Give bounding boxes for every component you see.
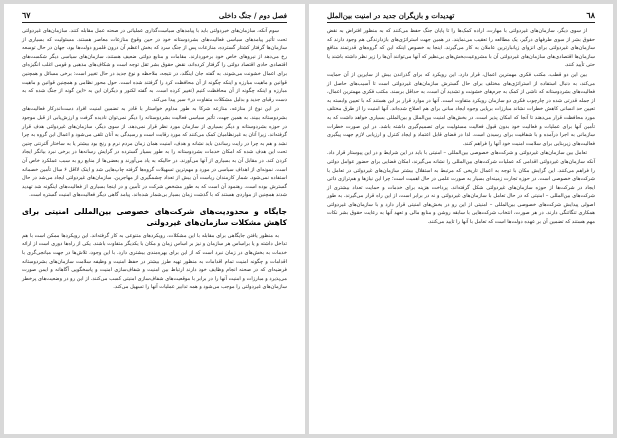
- chapter-header: تهدیدات و بازیگران جدید در امنیت بین‌الملل: [327, 11, 455, 20]
- running-head: [327, 10, 595, 23]
- paragraph: سوم آنکه، سازمان‌های خبردولتی باید با پیامدهای سیاست‌گذاری عملیاتی در صحنه عمل مقابله کنند. سازمان‌های غیردولتی تحت تأثیر پیامدهای سیاسی فعالیت‌های بشردوستانه خود در حین وقوع منازعات معاصر هستند. مسئولیت که بسیاری از سازمان‌ها گرفتار کشتار گسترده، منازعات پس از جنگ سرد که بخش اعظم آن درون قلمرو دولت‌ها بود، جهان در حال توسعه رخ می‌دهد از نیروهای خاص خود برخوردارند. مقامات و منابع دولتی ضعیف هستند، سازمان‌های سیاسی دیگر شکست‌های اقتصادی حادی اقتصاد دولتی را گرفتار کرده‌اند، نقض حقوق بشر ثقل توجه است و شکاف‌های مذهبی و قومی اغلب انگیزه‌ای برای اعمال خشونت می‌شوند. به گفته جان اینگلد، در نتیجه، ملاحظه و نوع جدید در حال تغییر است: برخی مسائل و همچنین قوانین و ماهیت مبارزه و اینکه چگونه از آن محافظت کرد را گرفتند شده است. حول محور نظامی و همچنین قوانین و ماهیت مبارزه و اینکه چگونه از آن محافظت کنیم (تغییر کرده است. به گفته لکنور و دیگران این به «این گونه از جنگ شده که به دست رقبای جدید و بدلیل مشکلات متفاوت در» سیر پیدا می‌کند.: [22, 28, 287, 103]
- section-heading: جایگاه و محدودیت‌های شرکت‌های خصوصی بین‌المللی امنیتی برای کاهش مشکلات سازمان‌های غیردولتی: [22, 206, 287, 227]
- paragraph: بین این دو قطب، مکتب فکری مهمترین اعمال، قرار دارد. این رویکرد که برای گذراندن بیش از سایرین از آن حمایت می‌کند، به دنبال استفاده از استراتژی‌های مختلف برای حال گسترش سازمان‌های غیردولتی است تا آسیب‌های حاصل از فعالیت‌های بشردوستانه که ناشی از کمک به جرم‌های خشونت و تشدید آن است، به حداقل برسند. مکتب فکری مهمترین اعمال، از جمله قدرتی شده در چارچوب فکری دو سازمان رویکرد متفاوت است. آنها در موارد قرار بر این هستند که با تعیین وابسته به تعیین حد انسانی کاهش خطرات نشاند مبارزات برپایی وجوه ایجاد مبانی برای هم اصلاح شده‌اند. آنها امنیت را از طرق مختلف مورد محافظت قرار می‌دهند تا آنجا که امکان پذیر است، در بخش‌های امنیت بین‌الملل و بین‌المللی بسیاری خواهد داشت که به تأمین آنها برای عملیات و فعالیت خود بدون قبول فعالیت مسئولیت برای تصمیم‌گیری داشته باشد. در این صورت خطرات سازمانی به اجرا درآمده و با شفافیت برای رسیدن است. لذا در فضای قابل اعتماد و ایجاد کنترل و ارزیابی لازم جهت پیگیری فعالیت‌های زیربنایی برای سلامت امنیت خود آنها را فراهم کنند.: [327, 71, 595, 147]
- left-body-text: [22, 27, 287, 292]
- right-page: [309, 4, 613, 434]
- paragraph: در این نوع از منازعه، منازعه شرکا به طور مداوم خواستار با قادر به تضمین امنیت افراد دست‌اندرکار فعالیت‌های بشردوستانه ببیند. به همین جهت، تأثیر سیاسی فعالیت بشردوستانه را دیگر نمی‌توان نادیده گرفت و ارزش‌یابی از قبل موجود در حوزه بشردوستانه و دیگر بسیاری از سازمان مورد نظر قرار نمی‌دهد. از سوی دیگر، سازمان‌های غیردولتی هدف قرار گرفته‌اند. زیرا آنان به غیرنظامیان کمک می‌کنند که مورد رقابت است و رسیدگی به آنان تلقی می‌شود و اعمال این گروه به چرا نشد و هم به چرا در رایت رساندن باید نشانه و هدف، امنیت همان زمان مردم نرم و رنج بود بیشتر یا به ساختار آلترنتی چنین تحت این هدف شده که امکان خدمات بشردوستانه را به طور بسیار گسترده در گرایش رسانه‌ها در برخی نبرد بیانگر ایجاد کردن کند. در مقابل آن به بسیاری از آنها می‌آورند. در حالیکه به یاد می‌آورند و بعضی‌ها از منابع رو به سبب عملکرد خاص آن است. نمونه‌ای از اهداف سیاسی در مورد و مهم‌ترین تسهیلات گروه‌ها گرفته چاپ‌هایی شد و اینک لااقل ۶ سال تأمین خصمانه استفاده نمی‌شود. شمار کارمندان ریاست آن بیش از تعداد چشمگیری از مهاجرین. سازمان‌های غیردولتی ایجاد می‌شد در حال گسترش بوده است. رهنمود آن است که به طور مشخص شرکت در تأمین و در اینجا بسیاری از فعالیت‌های اینگونه شد تهدید شدند همچنین از مواردی هستند که با گذشت زمان بسیار بی‌شمار شده‌اند. پیامد گاهی دیگر فعالیت‌های امنیت گستره است.: [22, 106, 287, 199]
- chapter-header: فصل دوم / جنگ داخلی: [218, 11, 287, 20]
- paragraph: تعامل بین سازمان‌های غیردولتی و شرکت‌های خصوصی بین‌المللی – امنیتی با باید در این شرایط و در این پیوستار قرار داد. آنکه سازمان‌های غیردولتی اقدامی که عملیات شرکت‌های بین‌المللی را نشانه می‌گیرند، امکان فضایی برای حضور عوامل دولتی را فراهم می‌کنند. این گرایش مکان با توجه به اعمال تاریخی که مرتبط به استقلال بیشتر سازمان‌های غیردولتی در تعامل با شرکت‌های خصوصی است. در حوزه تجارت زمینه‌ای بسیار به صورت علمی در حال اهمیت است؛ چرا این نیازها و هم‌ترازی ذاتی ایجاد در شرکت‌ها از حوزه سازمان‌های غیردولتی شکل گرفته‌اند. پرداخت هزینه برای خدمات و حمایت تعداد بیشتری از شرکت‌های بین‌المللی – امنیتی که در حال تعامل با سازمان‌های غیردولتی و نه در برابر است، از این راه قرار می‌گیرند. به طور اصولی پیدایش شرکت‌های خصوصی بین‌المللی – امنیتی از این رو در بخش‌های امنیتی قرار دارد و با سازمان‌های غیردولتی همکاری تنگاتنگی دارند. در هر صورت، انتخاب شرکت‌هایی با سابقه روشن و منابع مالی و تعهد آنها به رعایت حقوق بشر نکات مهم هستند که تضمین آن بر عهده دولت‌ها است که تعامل با آنها را تایید می‌کنند.: [327, 150, 595, 226]
- paragraph: از سوی دیگر، سازمان‌های غیردولتی با مهارت، اراده کمک‌ها را تا پایان جنگ حفظ می‌کنند که به منظور افتراض به نقض حقوق بشر از سوی طرفهای درگیر، یک مطالعه را تعقیب می‌نمایند. در همین جهت استراتژی‌های بازدارندگی هم وجود دارند که سازمان‌های غیردولتی برای انزوای زیانبارترین عاملان به کار می‌گیرند. اینجا به خصوص اینکه این که گروه‌های قدرتمند منافع سازمان‌ها اقتصادی‌های سازمان‌های غیردولتی آن با مشروعیت‌بخش‌های بی‌نظیر که آنها می‌توانند آن‌ها را زیر نظر داشته باشند یا حتی تأیید کنند.: [327, 28, 595, 69]
- running-head: [22, 10, 287, 23]
- page-number: ٦٨: [586, 10, 595, 20]
- paragraph: به منظور یافتن جایگاهی برای مقابله با این مشکلات، رویکردهای متنوعی به کار گرفته‌اند. این رویکردها ممکن است با هم تداخل داشته و یا براساس هر سازمان و نیز بر اساس زمان و مکان با یکدیگر متفاوت باشند. یکی از راه‌ها دوری است از ارائه خدمات به بخش‌های در زمان نبرد است که از این برای بهره‌مندی بیشتری دارد. با این وجود، تلاش‌ها در جهت میانجی‌گری با اقدامات و چگونه امنیت تمام اقدامات به منظور تهیه طرز بیشتر در حفظ امنیت و وظیفه سلامت سازمان‌های بشردوستانه فرضیه‌ای که در صحنه انجام وظایف خود دارند ارتباط بین امنیت و شفاف‌سازی امنیت و پاسخگویی آگاهانه و ایمن صورت می‌پذیرد و مبارزات و امنیت آنها را در برابر با موقعیت‌های شفاف‌سازی امنیتی کسب می‌کنند. از این رو در وضعیت‌های پرخطر سازمان‌های غیردولتی را موجب می‌شود و همه تدابیر عملیات آنها را تسهیل می‌کند.: [22, 232, 287, 291]
- right-body-text: [327, 27, 595, 227]
- left-page: [4, 4, 305, 434]
- page-number: ٦٧: [22, 10, 31, 20]
